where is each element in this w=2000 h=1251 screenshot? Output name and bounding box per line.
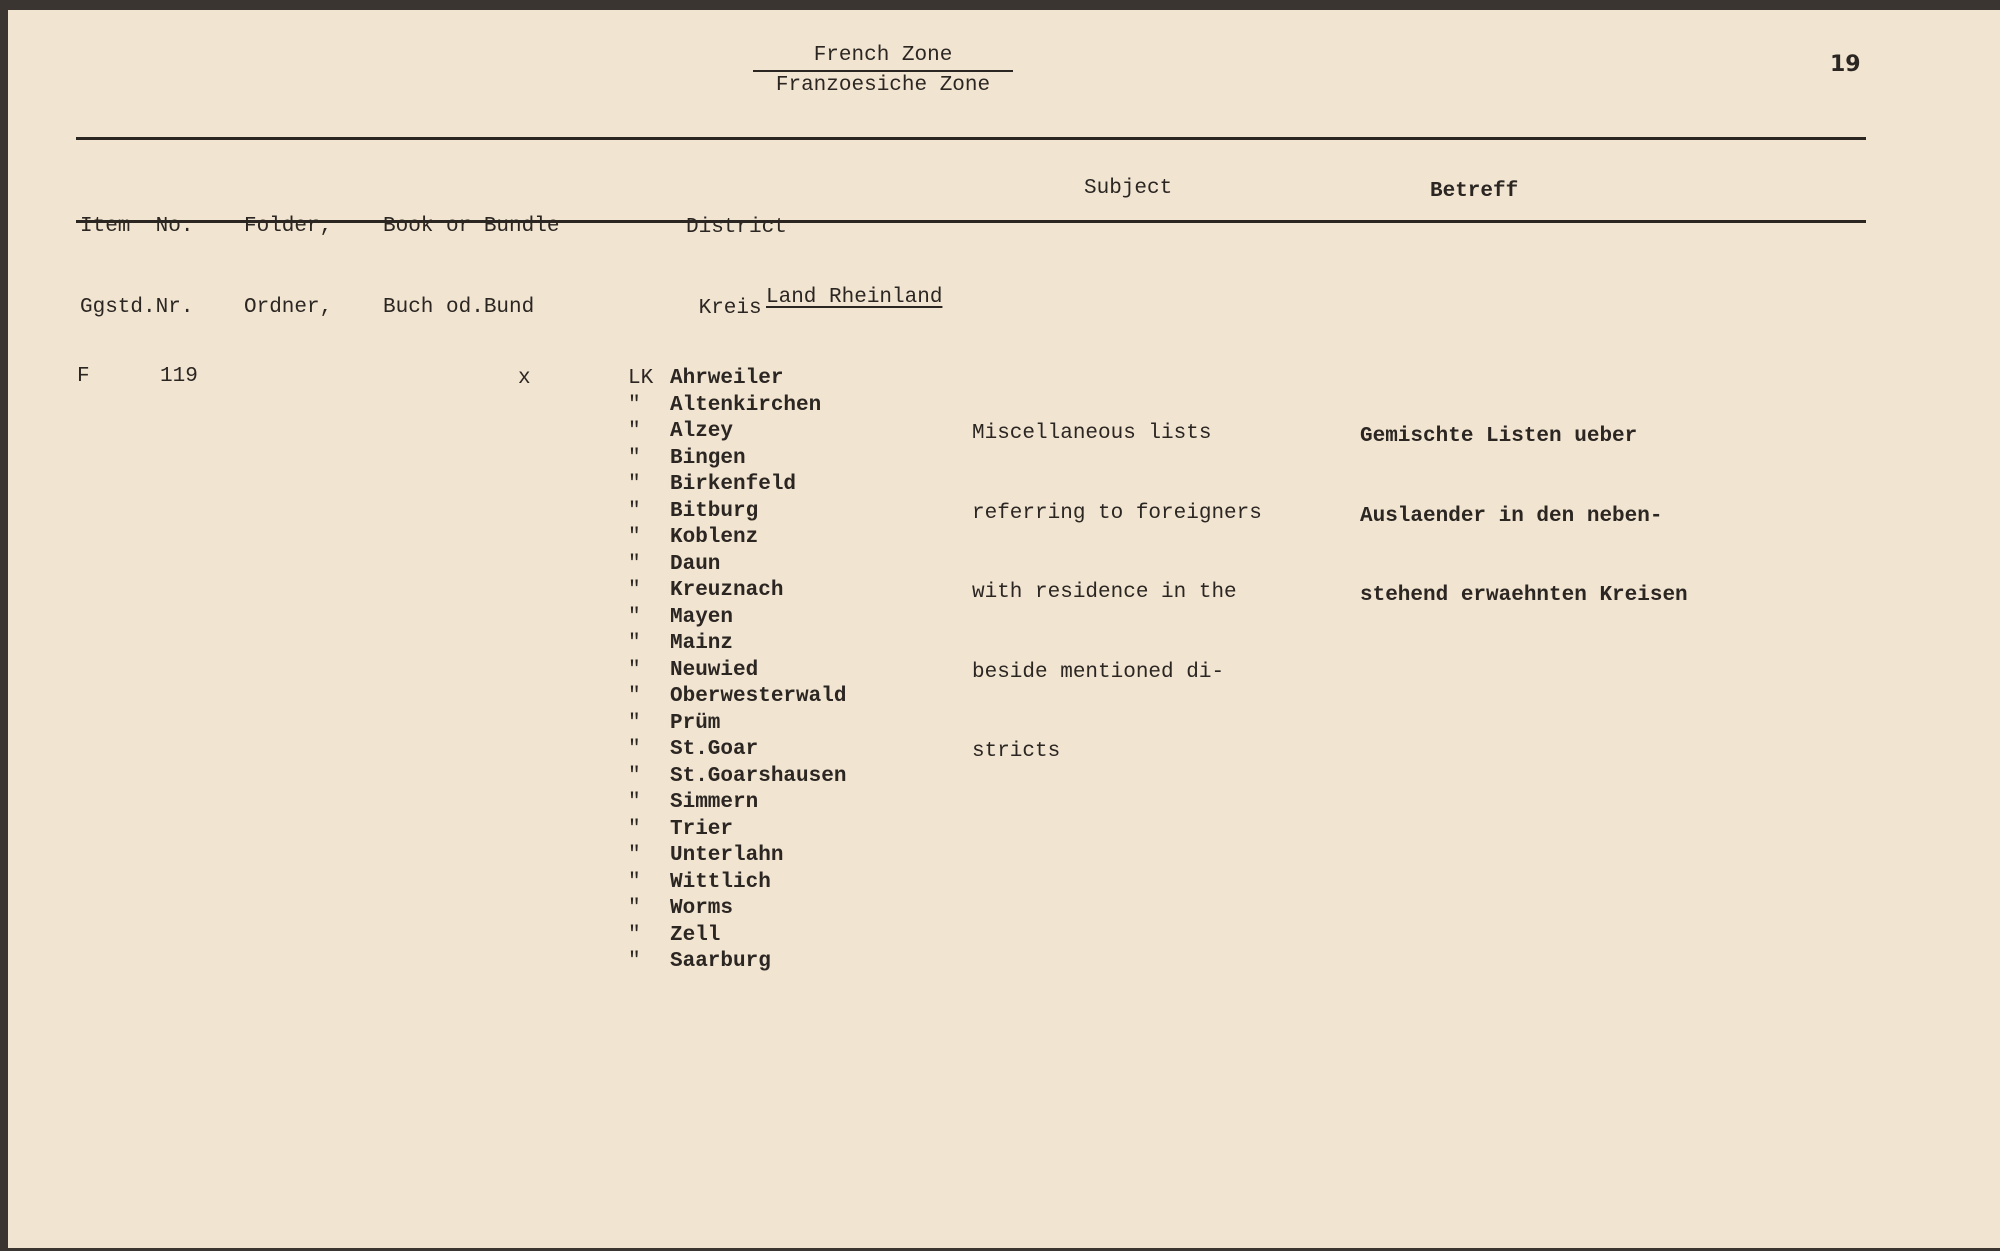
district-prefix: "	[628, 923, 641, 947]
district-name: Alzey	[670, 420, 734, 443]
header-subject: Subject	[1084, 177, 1173, 200]
district-prefix: "	[628, 552, 641, 576]
district-name: Neuwied	[670, 658, 759, 682]
district-row	[628, 578, 846, 605]
zone-title-english: French Zone	[753, 42, 1013, 72]
document-page	[8, 10, 2000, 1248]
header-item-de: Ggstd.Nr.	[80, 296, 194, 319]
district-prefix: "	[628, 420, 641, 443]
district-prefix: LK	[628, 367, 654, 390]
district-row	[628, 472, 846, 499]
header-top-rule	[76, 137, 1866, 140]
header-district	[686, 160, 787, 376]
district-row	[628, 843, 846, 870]
district-row	[628, 949, 846, 976]
district-prefix: "	[628, 738, 641, 761]
district-prefix: "	[628, 579, 641, 602]
subject-line: stricts	[972, 740, 1061, 763]
district-name: Simmern	[670, 791, 759, 814]
district-name: Bitburg	[670, 499, 759, 523]
district-row	[628, 525, 846, 552]
district-prefix: "	[628, 393, 641, 417]
district-name: Unterlahn	[670, 844, 784, 867]
subject-line: beside mentioned di-	[972, 660, 1225, 684]
district-row	[628, 870, 846, 897]
district-prefix: "	[628, 632, 641, 655]
header-folder-de: Ordner,	[244, 296, 333, 319]
betreff-line: stehend erwaehnten Kreisen	[1360, 584, 1688, 607]
header-district-de: Kreis	[686, 297, 762, 320]
district-prefix: "	[628, 870, 641, 894]
zone-title-german: Franzoesiche Zone	[775, 74, 991, 97]
district-prefix: "	[628, 499, 641, 523]
district-name: Mainz	[670, 632, 734, 655]
district-prefix: "	[628, 897, 641, 920]
district-row	[628, 764, 846, 791]
betreff-line: Auslaender in den neben-	[1360, 504, 1663, 528]
district-row	[628, 790, 846, 817]
district-prefix: "	[628, 791, 641, 814]
subject-line: with residence in the	[972, 581, 1237, 604]
district-name: Wittlich	[670, 870, 771, 894]
district-row	[628, 737, 846, 764]
header-betreff: Betreff	[1430, 180, 1519, 203]
district-row	[628, 419, 846, 446]
district-name: Oberwesterwald	[670, 685, 847, 708]
district-name: Mayen	[670, 605, 734, 629]
district-prefix: "	[628, 685, 641, 708]
district-prefix: "	[628, 844, 641, 867]
district-name: Zell	[670, 923, 721, 947]
district-prefix: "	[628, 446, 641, 470]
betreff-line: Gemischte Listen ueber	[1360, 425, 1638, 448]
district-name: Ahrweiler	[670, 367, 784, 390]
district-row	[628, 366, 846, 393]
district-name: St.Goarshausen	[670, 764, 847, 788]
subject-line: Miscellaneous lists	[972, 422, 1212, 445]
header-book-en: Book or Bundle	[383, 215, 560, 238]
district-name: Altenkirchen	[670, 393, 822, 417]
district-name: Daun	[670, 552, 721, 576]
section-title: Land Rheinland	[766, 286, 943, 309]
header-district-en: District	[686, 216, 787, 239]
district-prefix: "	[628, 817, 641, 841]
district-row	[628, 605, 846, 632]
header-folder-en: Folder,	[244, 215, 333, 238]
district-row	[628, 658, 846, 685]
district-name: St.Goar	[670, 738, 759, 761]
district-name: Saarburg	[670, 950, 771, 973]
subject-text	[972, 368, 1262, 819]
district-prefix: "	[628, 526, 641, 549]
district-name: Bingen	[670, 446, 746, 470]
item-number: 119	[160, 365, 198, 388]
district-prefix: "	[628, 950, 641, 973]
district-prefix: "	[628, 605, 641, 629]
district-name: Koblenz	[670, 526, 759, 549]
district-row	[628, 631, 846, 658]
district-row	[628, 499, 846, 526]
district-row	[628, 393, 846, 420]
district-prefix: "	[628, 473, 641, 496]
subject-line: referring to foreigners	[972, 501, 1262, 525]
district-row	[628, 711, 846, 738]
district-row	[628, 817, 846, 844]
district-prefix: "	[628, 658, 641, 682]
header-book	[383, 159, 559, 375]
district-name: Prüm	[670, 711, 721, 735]
betreff-text	[1360, 371, 1688, 663]
district-prefix: "	[628, 711, 641, 735]
district-name: Kreuznach	[670, 579, 784, 602]
header-item-en: Item No.	[80, 215, 194, 238]
header-item	[80, 159, 193, 375]
district-list	[628, 366, 846, 976]
district-name: Trier	[670, 817, 734, 841]
book-mark: x	[518, 367, 531, 390]
district-prefix: "	[628, 764, 641, 788]
item-letter: F	[77, 365, 90, 388]
district-row	[628, 446, 846, 473]
district-row	[628, 923, 846, 950]
district-row	[628, 552, 846, 579]
header-book-de: Buch od.Bund	[383, 296, 535, 319]
district-name: Birkenfeld	[670, 473, 797, 496]
district-name: Worms	[670, 897, 734, 920]
district-row	[628, 684, 846, 711]
district-row	[628, 896, 846, 923]
page-number: 19	[1830, 52, 1861, 77]
header-bottom-rule	[76, 220, 1866, 223]
zone-title	[753, 42, 1013, 99]
header-folder	[244, 159, 332, 375]
